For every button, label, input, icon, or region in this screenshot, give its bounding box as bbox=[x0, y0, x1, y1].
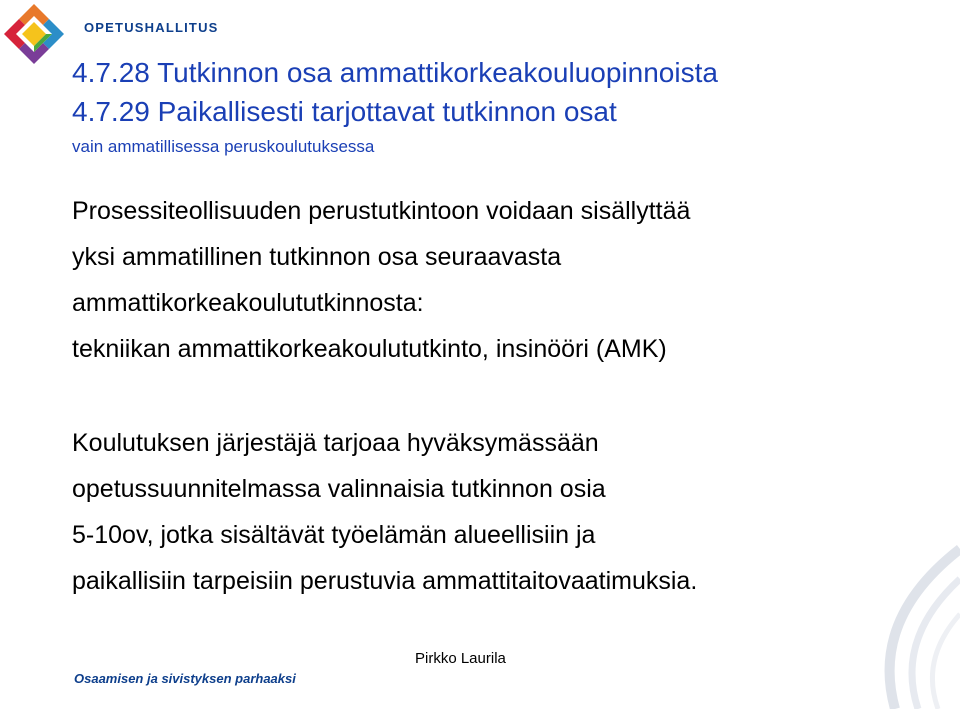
slide-subtitle: vain ammatillisessa peruskoulutuksessa bbox=[72, 137, 375, 156]
brand-name: OPETUSHALLITUS bbox=[84, 20, 219, 35]
footer-author: Pirkko Laurila bbox=[415, 650, 506, 667]
paragraph-line: ammattikorkeakoulututkinnosta: bbox=[72, 289, 424, 317]
paragraph-line: paikallisiin tarpeisiin perustuvia ammattitaitovaatimuksia. bbox=[72, 567, 698, 595]
paragraph-line: tekniikan ammattikorkeakoulututkinto, insinööri (AMK) bbox=[72, 335, 667, 363]
footer-slogan: Osaamisen ja sivistyksen parhaaksi bbox=[74, 671, 296, 686]
body-paragraph-2 bbox=[72, 420, 697, 604]
opetushallitus-logo-icon bbox=[2, 2, 66, 66]
paragraph-line: Prosessiteollisuuden perustutkintoon voidaan sisällyttää bbox=[72, 197, 691, 225]
paragraph-line: Koulutuksen järjestäjä tarjoaa hyväksymässään bbox=[72, 429, 599, 457]
body-paragraph-1 bbox=[72, 188, 690, 372]
paragraph-line: opetussuunnitelmassa valinnaisia tutkinnon osia bbox=[72, 475, 606, 503]
decorative-arc-icon bbox=[800, 539, 960, 709]
paragraph-line: yksi ammatillinen tutkinnon osa seuraavasta bbox=[72, 243, 562, 271]
paragraph-line: 5-10ov, jotka sisältävät työelämän alueellisiin ja bbox=[72, 521, 596, 549]
slide-title-line-2: 4.7.29 Paikallisesti tarjottavat tutkinnon osat bbox=[72, 96, 617, 127]
slide-title-line-1: 4.7.28 Tutkinnon osa ammattikorkeakouluopinnoista bbox=[72, 57, 718, 88]
